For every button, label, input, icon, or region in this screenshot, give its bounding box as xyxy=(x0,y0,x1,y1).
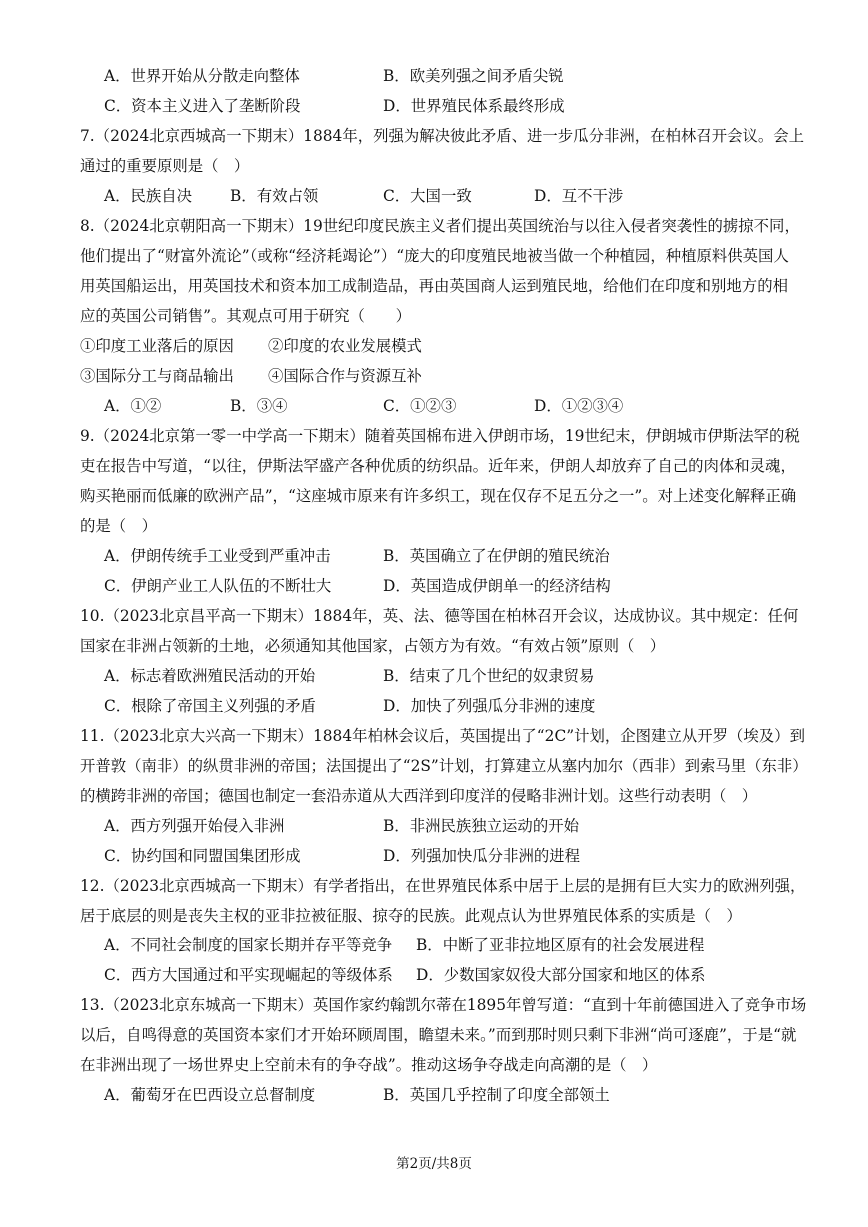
question-13-text: 13.（2023北京东城高一下期末）英国作家约翰凯尔蒂在1895年曾写道：“直到十年前德国进入了竞争市场 xyxy=(80,996,807,1014)
option-a: A．民族自决 xyxy=(104,187,193,205)
option-b: B．结束了几个世纪的奴隶贸易 xyxy=(383,667,595,685)
statement-item: ②印度的农业发展模式 xyxy=(268,337,422,355)
page-number: 第2页/共8页 xyxy=(396,1156,472,1172)
question-8-text: 用英国船运出，用英国技术和资本加工成制造品，再由英国商人运到殖民地，给他们在印度和别地方的相 xyxy=(80,277,788,295)
question-7-text: 7.（2024北京西城高一下期末）1884年，列强为解决彼此矛盾、进一步瓜分非洲，在柏林召开会议。会上 xyxy=(80,127,805,145)
question-12-text: 12.（2023北京西城高一下期末）有学者指出，在世界殖民体系中居于上层的是拥有巨大实力的欧洲列强， xyxy=(80,877,806,895)
option-b: B．③④ xyxy=(230,397,288,415)
option-b: B．中断了亚非拉地区原有的社会发展进程 xyxy=(416,936,705,954)
question-13-text: 以后，自鸣得意的英国资本家们才开始环顾周围，瞻望未来。”而到那时则只剩下非洲“尚可逐鹿”，于是“就 xyxy=(80,1026,797,1044)
question-8-text: 他们提出了“财富外流论”（或称“经济耗竭论”）“庞大的印度殖民地被当做一个种植园，种植原料供英国人 xyxy=(80,247,789,265)
option-d: D．少数国家奴役大部分国家和地区的体系 xyxy=(416,966,706,984)
option-c: C．根除了帝国主义列强的矛盾 xyxy=(104,697,316,715)
question-9-text: 9.（2024北京第一零一中学高一下期末）随着英国棉布进入伊朗市场，19世纪末，伊朗城市伊斯法罕的税 xyxy=(80,427,800,445)
option-a: A．伊朗传统手工业受到严重冲击 xyxy=(104,547,331,565)
option-c: C．资本主义进入了垄断阶段 xyxy=(104,97,301,115)
option-d: D．列强加快瓜分非洲的进程 xyxy=(383,847,581,865)
statement-item: ③国际分工与商品输出 xyxy=(80,367,234,385)
option-b: B．英国确立了在伊朗的殖民统治 xyxy=(383,547,610,565)
question-10-text: 国家在非洲占领新的土地，必须通知其他国家，占领方为有效。“有效占领”原则（ ） xyxy=(80,637,666,655)
question-8-text: 应的英国公司销售”。其观点可用于研究（ ） xyxy=(80,307,412,325)
option-d: D．世界殖民体系最终形成 xyxy=(383,97,565,115)
question-9-text: 购买艳丽而低廉的欧洲产品”，“这座城市原来有许多织工，现在仅存不足五分之一”。对上述变化解释正确 xyxy=(80,487,797,505)
option-b: B．有效占领 xyxy=(230,187,319,205)
question-7-text: 通过的重要原则是（ ） xyxy=(80,157,250,175)
statement-item: ①印度工业落后的原因 xyxy=(80,337,234,355)
question-9-text: 吏在报告中写道，“以往，伊斯法罕盛产各种优质的纺织品。近年来，伊朗人却放弃了自己的肉体和灵魂， xyxy=(80,457,796,475)
question-10-text: 10.（2023北京昌平高一下期末）1884年，英、法、德等国在柏林召开会议，达成协议。其中规定：任何 xyxy=(80,607,799,625)
question-13-text: 在非洲出现了一场世界史上空前未有的争夺战”。推动这场争夺战走向高潮的是（ ） xyxy=(80,1056,658,1074)
option-b: B．英国几乎控制了印度全部领土 xyxy=(383,1086,610,1104)
question-11-text: 开普敦（南非）的纵贯非洲的帝国；法国提出了“2S”计划，打算建立从塞内加尔（西非）到索马里（东非） xyxy=(80,757,808,775)
option-d: D．英国造成伊朗单一的经济结构 xyxy=(383,577,611,595)
option-c: C．协约国和同盟国集团形成 xyxy=(104,847,301,865)
option-c: C．西方大国通过和平实现崛起的等级体系 xyxy=(104,966,393,984)
option-a: A．世界开始从分散走向整体 xyxy=(104,67,300,85)
question-12-text: 居于底层的则是丧失主权的亚非拉被征服、掠夺的民族。此观点认为世界殖民体系的实质是（ ） xyxy=(80,907,742,925)
statement-item: ④国际合作与资源互补 xyxy=(268,367,422,385)
option-d: D．加快了列强瓜分非洲的速度 xyxy=(383,697,596,715)
question-8-text: 8.（2024北京朝阳高一下期末）19世纪印度民族主义者们提出英国统治与以往入侵者突袭性的掳掠不同， xyxy=(80,217,800,235)
option-c: C．伊朗产业工人队伍的不断壮大 xyxy=(104,577,332,595)
question-11-text: 11.（2023北京大兴高一下期末）1884年柏林会议后，英国提出了“2C”计划，企图建立从开罗（埃及）到 xyxy=(80,727,805,745)
option-d: D．互不干涉 xyxy=(534,187,624,205)
option-d: D．①②③④ xyxy=(534,397,624,415)
option-c: C．大国一致 xyxy=(383,187,472,205)
option-a: A．葡萄牙在巴西设立总督制度 xyxy=(104,1086,316,1104)
option-a: A．西方列强开始侵入非洲 xyxy=(104,817,285,835)
option-a: A．不同社会制度的国家长期并存平等竞争 xyxy=(104,936,393,954)
option-a: A．标志着欧洲殖民活动的开始 xyxy=(104,667,316,685)
question-9-text: 的是（ ） xyxy=(80,517,157,535)
question-11-text: 的横跨非洲的帝国；德国也制定一套沿赤道从大西洋到印度洋的侵略非洲计划。这些行动表明（ ） xyxy=(80,787,758,805)
option-a: A．①② xyxy=(104,397,162,415)
option-b: B．欧美列强之间矛盾尖锐 xyxy=(383,67,564,85)
option-b: B．非洲民族独立运动的开始 xyxy=(383,817,579,835)
option-c: C．①②③ xyxy=(383,397,457,415)
